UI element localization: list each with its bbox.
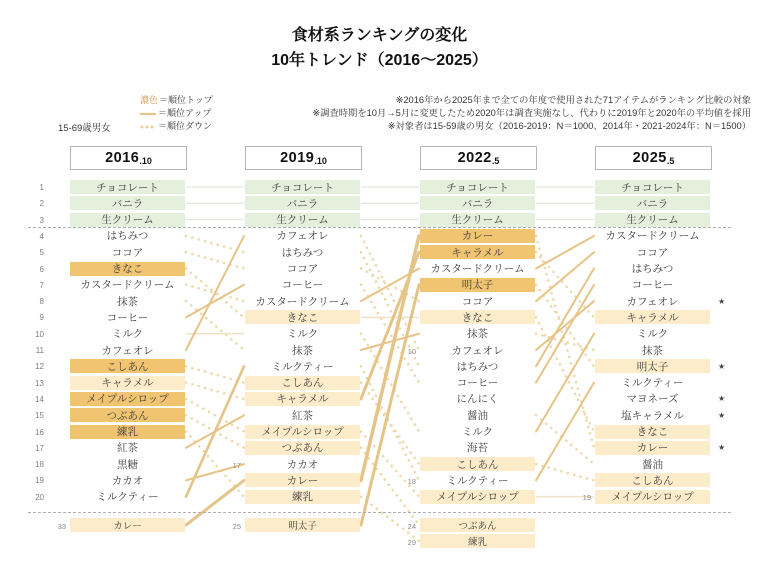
solid-line-swatch (140, 113, 156, 115)
rank-item-cell: バニラ (70, 196, 185, 210)
rank-item-cell: コーヒー (631, 279, 674, 292)
rank-item-cell: こしあん (420, 457, 535, 471)
trend-down-line (361, 366, 419, 480)
trend-down-line (186, 269, 244, 318)
trend-down-line (536, 236, 594, 448)
trend-down-line (536, 252, 594, 317)
footnote: ※調査時期を10月→5月に変更したため2020年は調査実施なし、代わりに2019年と2020年の平均値を採用 (312, 108, 751, 118)
trend-down-line (186, 236, 244, 252)
trend-up-line (361, 285, 419, 525)
trend-up-line (536, 269, 594, 367)
rank-item-cell: メイプルシロップ (245, 425, 360, 439)
row-number: 5 (39, 248, 44, 258)
rank-item-cell: はちみつ (631, 263, 674, 275)
trend-down-line (361, 285, 419, 383)
column-year: 2016 (105, 150, 140, 166)
column-header (245, 146, 362, 170)
rank-item-cell: カスタードクリーム (605, 230, 700, 243)
rank-item-cell: こしあん (595, 473, 710, 487)
rank-item-cell: 明太子 (245, 518, 360, 532)
row-number: 18 (35, 460, 44, 470)
rank-item-cell: ココア (286, 263, 319, 275)
rank-item-cell: カレー (595, 441, 710, 455)
rank-item-cell: ミルクティー (96, 491, 159, 504)
tied-rank-label: 19 (582, 493, 591, 503)
column-year: 2019 (280, 150, 315, 166)
new-item-star-icon: ★ (718, 361, 726, 371)
rank-item-cell: カカオ (286, 458, 319, 471)
rank-item-cell: カフェオレ (451, 344, 504, 357)
column-year: 2025 (632, 150, 667, 166)
trend-up-line (536, 252, 594, 301)
rank-item-cell: ココア (636, 246, 669, 259)
rank-item-cell: きなこ (595, 425, 710, 439)
rank-item-cell: カスタードクリーム (80, 279, 175, 292)
trend-down-line (186, 399, 244, 432)
rank-item-cell: キャラメル (420, 245, 535, 259)
rank-item-cell: メイプルシロップ (595, 490, 710, 504)
rank-item-cell: 生クリーム (420, 213, 535, 227)
rank-item-cell: バニラ (245, 196, 360, 210)
trend-up-line (536, 334, 594, 432)
trend-up-line (361, 236, 419, 481)
extra-rank-label: 24 (407, 521, 416, 531)
trend-down-line (361, 497, 419, 541)
rank-item-cell: コーヒー (106, 311, 149, 324)
top20-separator-line (28, 512, 731, 513)
row-number: 14 (35, 394, 44, 404)
rank-item-cell: 紅茶 (117, 442, 138, 455)
legend-item-up (140, 107, 213, 120)
rank-item-cell: コーヒー (281, 279, 324, 292)
rank-item-cell: カスタードクリーム (255, 295, 350, 308)
row-number: 2 (39, 199, 44, 209)
row-number: 1 (39, 183, 44, 192)
row-number: 20 (35, 492, 44, 502)
trend-down-line (186, 301, 244, 350)
trend-down-line (186, 415, 244, 448)
dark-color-swatch: 濃色 (140, 95, 159, 105)
trend-up-line (361, 252, 419, 399)
trend-up-line (536, 301, 594, 350)
rank-item-cell: チョコレート (595, 180, 710, 194)
rank-item-cell: 練乳 (420, 534, 535, 548)
rank-item-cell: 明太子 (420, 278, 535, 292)
rank-item-cell: ミルク (636, 328, 669, 341)
rank-item-cell: ココア (461, 295, 494, 308)
column-month: .5 (491, 156, 500, 166)
rank-item-cell: こしあん (70, 359, 185, 373)
trend-down-line (186, 383, 244, 399)
row-number: 3 (39, 215, 44, 225)
trend-up-line (186, 415, 244, 448)
row-number: 9 (39, 313, 44, 323)
legend-item-down (140, 120, 213, 133)
rank-item-cell: 醤油 (642, 458, 663, 471)
rank-item-cell: コーヒー (456, 377, 499, 390)
column-header (595, 146, 712, 170)
column-header (420, 146, 537, 170)
rank-item-cell: 生クリーム (245, 213, 360, 227)
tied-rank-label: 17 (232, 460, 241, 470)
rank-item-cell: 紅茶 (292, 409, 313, 422)
rank-item-cell: カレー (420, 229, 535, 243)
rank-item-cell: ミルク (111, 328, 144, 341)
rank-item-cell: カカオ (111, 474, 144, 487)
column-month: .10 (314, 156, 327, 166)
rank-item-cell: チョコレート (245, 180, 360, 194)
row-number: 6 (39, 264, 44, 274)
rank-item-cell: ミルクティー (446, 474, 509, 487)
legend (140, 94, 213, 133)
trend-up-line (186, 366, 244, 496)
column-year: 2022 (457, 150, 492, 166)
rank-item-cell: 黒糖 (117, 458, 138, 471)
rank-item-cell: はちみつ (456, 360, 499, 373)
rank-item-cell: はちみつ (106, 230, 149, 243)
row-number: 17 (35, 443, 44, 453)
rank-item-cell: キャラメル (245, 392, 360, 406)
rank-item-cell: にんにく (456, 393, 499, 406)
rank-item-cell: ミルク (461, 426, 494, 438)
row-number: 12 (35, 362, 44, 372)
rank-item-cell: 練乳 (245, 490, 360, 504)
rank-item-cell: きなこ (70, 262, 185, 276)
rank-item-cell: カフェオレ (276, 230, 329, 243)
rank-item-cell: バニラ (420, 196, 535, 210)
legend-label: ＝順位トップ (159, 95, 213, 105)
chart-title-line2: 10年トレンド（2016～2025） (271, 51, 488, 69)
rank-item-cell: 抹茶 (467, 328, 488, 341)
row-number: 13 (35, 378, 44, 388)
legend-item-top (140, 94, 213, 107)
rank-item-cell: ミルク (286, 328, 319, 341)
rank-item-cell: 塩キャラメル (621, 409, 684, 422)
rank-item-cell: つぶあん (420, 518, 535, 532)
trend-down-line (536, 334, 594, 350)
trend-up-line (186, 236, 244, 350)
rank-item-cell: こしあん (245, 376, 360, 390)
trend-up-line (186, 480, 244, 525)
rank-item-cell: チョコレート (70, 180, 185, 194)
rank-item-cell: キャラメル (595, 310, 710, 324)
trend-up-line (186, 285, 244, 318)
trend-down-line (361, 383, 419, 465)
trend-down-line (186, 285, 244, 301)
rank-item-cell: メイプルシロップ (70, 392, 185, 406)
rank-item-cell: つぶあん (70, 408, 185, 422)
trend-down-line (536, 464, 594, 480)
footnote: ※対象者は15-59歳の男女（2016-2019：N＝1000、2014年・2021-2024年：N＝1500） (387, 121, 751, 131)
rank-item-cell: カレー (245, 473, 360, 487)
column-month: .10 (139, 156, 152, 166)
row-number: 11 (35, 346, 44, 355)
rank-item-cell: きなこ (420, 310, 535, 324)
rank-item-cell: ミルクティー (621, 377, 684, 390)
row-number: 19 (35, 476, 44, 486)
new-item-star-icon: ★ (718, 394, 726, 404)
rank-item-cell: チョコレート (420, 180, 535, 194)
page-title (0, 24, 759, 74)
row-number: 16 (35, 427, 44, 437)
tied-rank-label: 10 (407, 346, 416, 356)
rank-item-cell: 生クリーム (70, 213, 185, 227)
row-number: 15 (35, 411, 44, 421)
rank-item-cell: カフェオレ (101, 344, 154, 357)
rank-item-cell: 抹茶 (117, 295, 138, 308)
audience-label: 15-69歳男女 (58, 123, 111, 134)
footnote: ※2016年から2025年まで全ての年度で使用された71アイテムがランキング比較の対象 (395, 95, 751, 105)
trend-up-line (536, 236, 594, 269)
dotted-line-swatch (140, 125, 156, 129)
extra-rank-label: 29 (407, 537, 416, 547)
rank-item-cell: バニラ (595, 196, 710, 210)
rank-item-cell: 明太子 (595, 359, 710, 373)
chart-title-line1: 食材系ランキングの変化 (291, 27, 468, 44)
rank-item-cell: マヨネーズ (626, 393, 679, 406)
row-number: 4 (39, 231, 44, 241)
rank-item-cell: ミルクティー (271, 360, 334, 373)
rank-item-cell: 抹茶 (292, 344, 313, 357)
extra-rank-label: 33 (57, 521, 66, 531)
trend-down-line (536, 415, 594, 464)
trend-down-line (186, 366, 244, 382)
extra-rank-label: 25 (232, 521, 241, 531)
column-header (70, 146, 187, 170)
trend-down-line (536, 317, 594, 431)
row-number: 7 (39, 280, 44, 290)
trend-up-line (361, 269, 419, 302)
tied-rank-label: 18 (407, 476, 416, 486)
rank-item-cell: キャラメル (70, 376, 185, 390)
rank-item-cell: はちみつ (281, 246, 324, 259)
new-item-star-icon: ★ (718, 296, 726, 306)
rank-item-cell: ココア (111, 246, 144, 259)
trend-up-line (536, 285, 594, 383)
trend-up-line (536, 383, 594, 481)
legend-label: ＝順位アップ (158, 108, 212, 118)
rank-item-cell: 練乳 (70, 425, 185, 439)
trend-down-line (186, 252, 244, 268)
trend-down-line (361, 432, 419, 497)
legend-label: ＝順位ダウン (158, 121, 213, 131)
rank-item-cell: きなこ (245, 310, 360, 324)
rank-item-cell: 海苔 (467, 442, 488, 455)
trend-down-line (361, 236, 419, 350)
rank-item-cell: 生クリーム (595, 213, 710, 227)
row-number: 10 (35, 329, 44, 339)
rank-item-cell: カレー (70, 518, 185, 532)
trend-down-line (361, 269, 419, 302)
footnotes (231, 94, 751, 133)
trend-down-line (361, 448, 419, 525)
rank-item-cell: 醤油 (467, 409, 488, 422)
trend-down-line (536, 285, 594, 367)
column-month: .5 (666, 156, 675, 166)
rank-item-cell: カフェオレ (626, 295, 679, 308)
row-number: 8 (39, 297, 44, 307)
new-item-star-icon: ★ (718, 443, 726, 453)
rank-item-cell: カスタードクリーム (430, 263, 525, 275)
rank-item-cell: つぶあん (245, 441, 360, 455)
new-item-star-icon: ★ (718, 410, 726, 420)
rank-item-cell: 抹茶 (642, 344, 663, 357)
rank-item-cell: メイプルシロップ (420, 490, 535, 504)
